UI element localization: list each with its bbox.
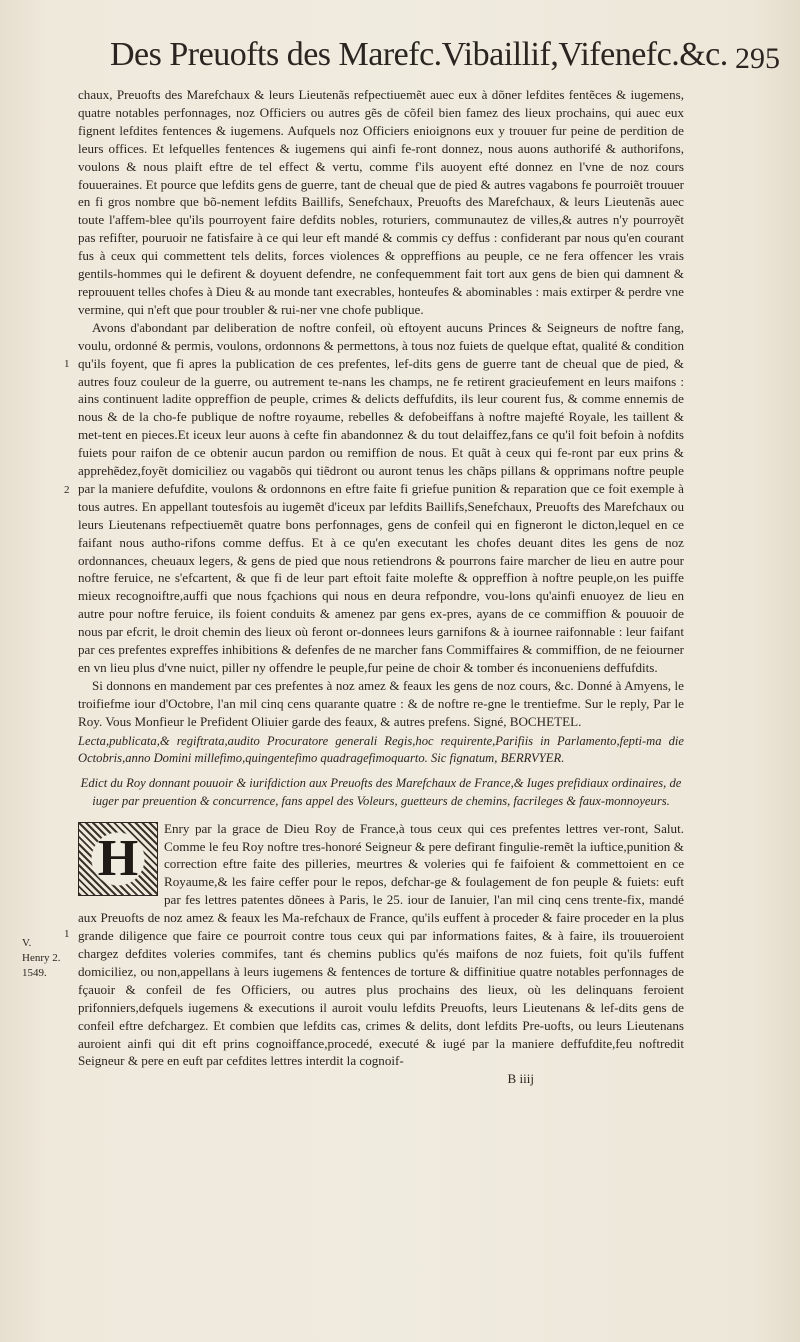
edict-title: Edict du Roy donnant pouuoir & iurifdiction aux Preuofts des Marefchaux de France,& Iuges prefidiaux ordinaires, de iuger par preuention & concurrence, fans appel des Voleurs, guetteurs de chemins, facrileges & faux-monnoyeurs. <box>80 775 682 808</box>
signature-line <box>78 1070 684 1088</box>
decorated-initial <box>78 822 158 896</box>
paragraph: Si donnons en mandement par ces prefentes à noz amez & feaux les gens de noz cours, &c. Donné à Amyens, le troifiefme iour d'Octobre, l'an mil cinq cens quarante quatre : & de noftre re-gne le trentiefme. Sur le reply, Par le Roy. Vous Monfieur le Prefident Oliuier garde des feaux, & autres prefens. Signé, BOCHETEL. <box>78 677 684 729</box>
running-title: Des Preuofts des Marefc.Vibaillif,Vifenefc.&c. <box>110 36 728 73</box>
margin-number: 2 <box>64 484 70 496</box>
initial-letter: H <box>79 823 157 895</box>
paragraph: chaux, Preuofts des Marefchaux & leurs Lieutenãs refpectiuemẽt auec eux à dõner lefdites fentẽces & iugemens, quatre notables perfonnages, noz Officiers ou autres gẽs de cõfeil bien famez des lieux prochains, qui auec eux fignent lefdites fentences & iugemens. Aufquels noz Officiers enioignons eux y trouuer fur peine de perdition de leurs offices. Et lefquelles fentences & iugemens qui ainfi fe-ront donnez, nous auons authorifé & authorifons, voulons & nous plaift eftre de tel effect & vertu, comme f'ils auoyent efté donnez en l'vne de noz cours fouueraines. Et pource que lefdits gens de guerre, tant de cheual que de pied & autres vagabons fe pourroiẽt trouuer en fi gros nombre que bõ-nement lefdits Baillifs, Senefchaux, Preuofts des Marefchaux, & leurs Lieutenãs auec toute l'affem-blee qu'ils pourroyent faire defdits nobles, roturiers, communautez de villes,& autres n'y pourroyẽt pas refifter, pouruoir ne fatisfaire à ce qui leur eft mandé & commis cy deffus : confiderant par nous qu'en courant fus à ceux qui commettent tels delits, forces violences & oppreffions au peuple, ce ne fera offencer les vrais gentils-hommes qui le defirent & doyuent defendre, ne confequemment fait tort aux gens de bien qui damnent & reprouuent telles chofes à Dieu & au monde tant execrables, honteufes & abominables : mais extirper & perdre vne vermine, qui n'eft que pour troubler & rui-ner vne chofe publique. <box>78 87 684 317</box>
edict-text: Enry par la grace de Dieu Roy de France,à tous ceux qui ces prefentes lettres ver-ront, Salut. Comme le feu Roy noftre tres-honoré Seigneur & pere defirant fingulie-remẽt la iuftice,punition & correction eftre faite des pilleries, meurtres & voleries qui fe faifoient & commettoient en ce Royaume,& les faire ceffer pour le repos, defchar-ge & foulagement de fon peuple & fuiets: euft par fes lettres patentes dõnees à Paris, le 25. iour de Ianuier, l'an mil cinq cens trente-fix, mandé aux Preuofts de noz amez & feaux les Ma-refchaux de France, qu'ils euffent à proceder & faire proceder en la plus grande diligence que faire ce pourroit contre tous ceux qui par informations faites, & à faire, ils trouueroient chargez defdites voleries commifes, tant és chemins publics qu'és maifons de noz fuiets, foit qu'ils fuffent domiciliez, ou non,appellans à leurs iugemens & fentences de torture & diffinitiue quatre notables perfonnages de fçauoir & confeil de fes Officiers, ou autres plus prochains des lieux, où les delinquans feroient prifonniers,defquels iugemens & executions il auroit voulu lefdits Preuofts, leurs Lieutenans & lef-dits gens de confeil eftre defchargez. Et combien que lefdits cas, crimes & delits, dont lefdits Pre-uofts, ou leurs Lieutenans auroient ainfi qui dit eft prins cognoiffance,procedé, executé & iugé par la maniere deffufdite,feu noftredit Seigneur & pere en euft par cefdites lettres interdit la cognoif- <box>78 820 684 1069</box>
page-header <box>110 36 780 86</box>
margin-number: 1 <box>64 358 70 370</box>
edict-body <box>78 820 684 1071</box>
margin-note: V. Henry 2. 1549. <box>22 937 61 979</box>
registration-note: Lecta,publicata,& regiftrata,audito Procuratore generali Regis,hoc requirente,Parifiis in Parlamento,fepti-ma die Octobris,anno Domini millefimo,quingentefimo quadragefimoquarto. Sic fignatum, BERRVYER. <box>78 733 684 766</box>
body-text <box>78 86 684 1088</box>
page-number: 295 <box>735 42 780 75</box>
ornament-icon <box>78 822 158 896</box>
signature-mark: B iiij <box>507 1071 534 1087</box>
paragraph: Avons d'abondant par deliberation de noftre confeil, où eftoyent aucuns Princes & Seigneurs de noftre fang, voulu, ordonné & permis, voulons, ordonnons & permettons, à tous noz fuiets de quelque eftat, qualité & condition qu'ils foyent, que fi apres la publication de ces prefentes, lef-dits gens de guerre tant de cheual que de pied, & autres fouz couleur de la guerre, ou autrement te-nans les champs, ne fe retirent gracieufement en leurs maifons : ains continuent ladite oppreffion de peuple, crimes & delicts deffufdits, ils leur courent fus, & comme ennemis de nous & de la cho-fe publique de noftre royaume, rebelles & defobeiffans à noftre majefté Royale, les taillent & met-tent en pieces.Et iceux leur auons à cefte fin abandonnez & du tout delaiffez,fans ce qu'il foit befoin à nofdits fuiets pour raifon de ce obtenir aucun pardon ou remiffion de nous. Et quãt à ceux qui fe-ront par eux prins & apprehẽdez,foyẽt domiciliez ou vagabõs qui tiẽdront ou auront tenus les chãps pillans & opprimans noftre peuple par la maniere defufdite, voulons & ordonnons en eftre faite fi griefue punition & reparation que ce foit exemple à tous autres. En appellant toutesfois au iugemẽt d'iceux par lefdits Baillifs,Senefchaux, Preuofts des Marefchaux ou leurs Lieutenans refpectiuemẽt quatre bons perfonnages, gens de confeil qui en figneront le dicton,lequel en ce faifant nous autho-rifons comme deffus. Et à ce qu'en executant les chofes deuant dites les gens de noz ordonnances, cheuaux legers, & gens de pied que nous retiendrons & pourrons faire marcher de lieu en autre pour noftre feruice, ne s'efcartent, & que fi de leur part eftoit faite molefte & oppreffion à noftre peuple,on les puiffe mieux recognoiftre,auffi que nous fçachions qui nous en deura refpondre, vou-lons qu'ainfi enuoyez de lieu en autre pour noftre feruice, ils foient conduits & amenez par gens ex-pres, ayans de ce commiffion & pouuoir de nous par efcrit, le droit chemin des lieux où feront or-donnees leurs garnifons & à iournee raifonnable : leur faifant par ces prefentes expreffes inhibitions & defenfes de ne marcher fans Commiffaires & commiffion, de ne feiourner en vn lieu plus d'vne nuict, piller ny offendre le peuple,fur peine de choir & tomber és inconueniens deffufdits. <box>78 319 684 675</box>
margin-number: 1 <box>64 928 70 940</box>
